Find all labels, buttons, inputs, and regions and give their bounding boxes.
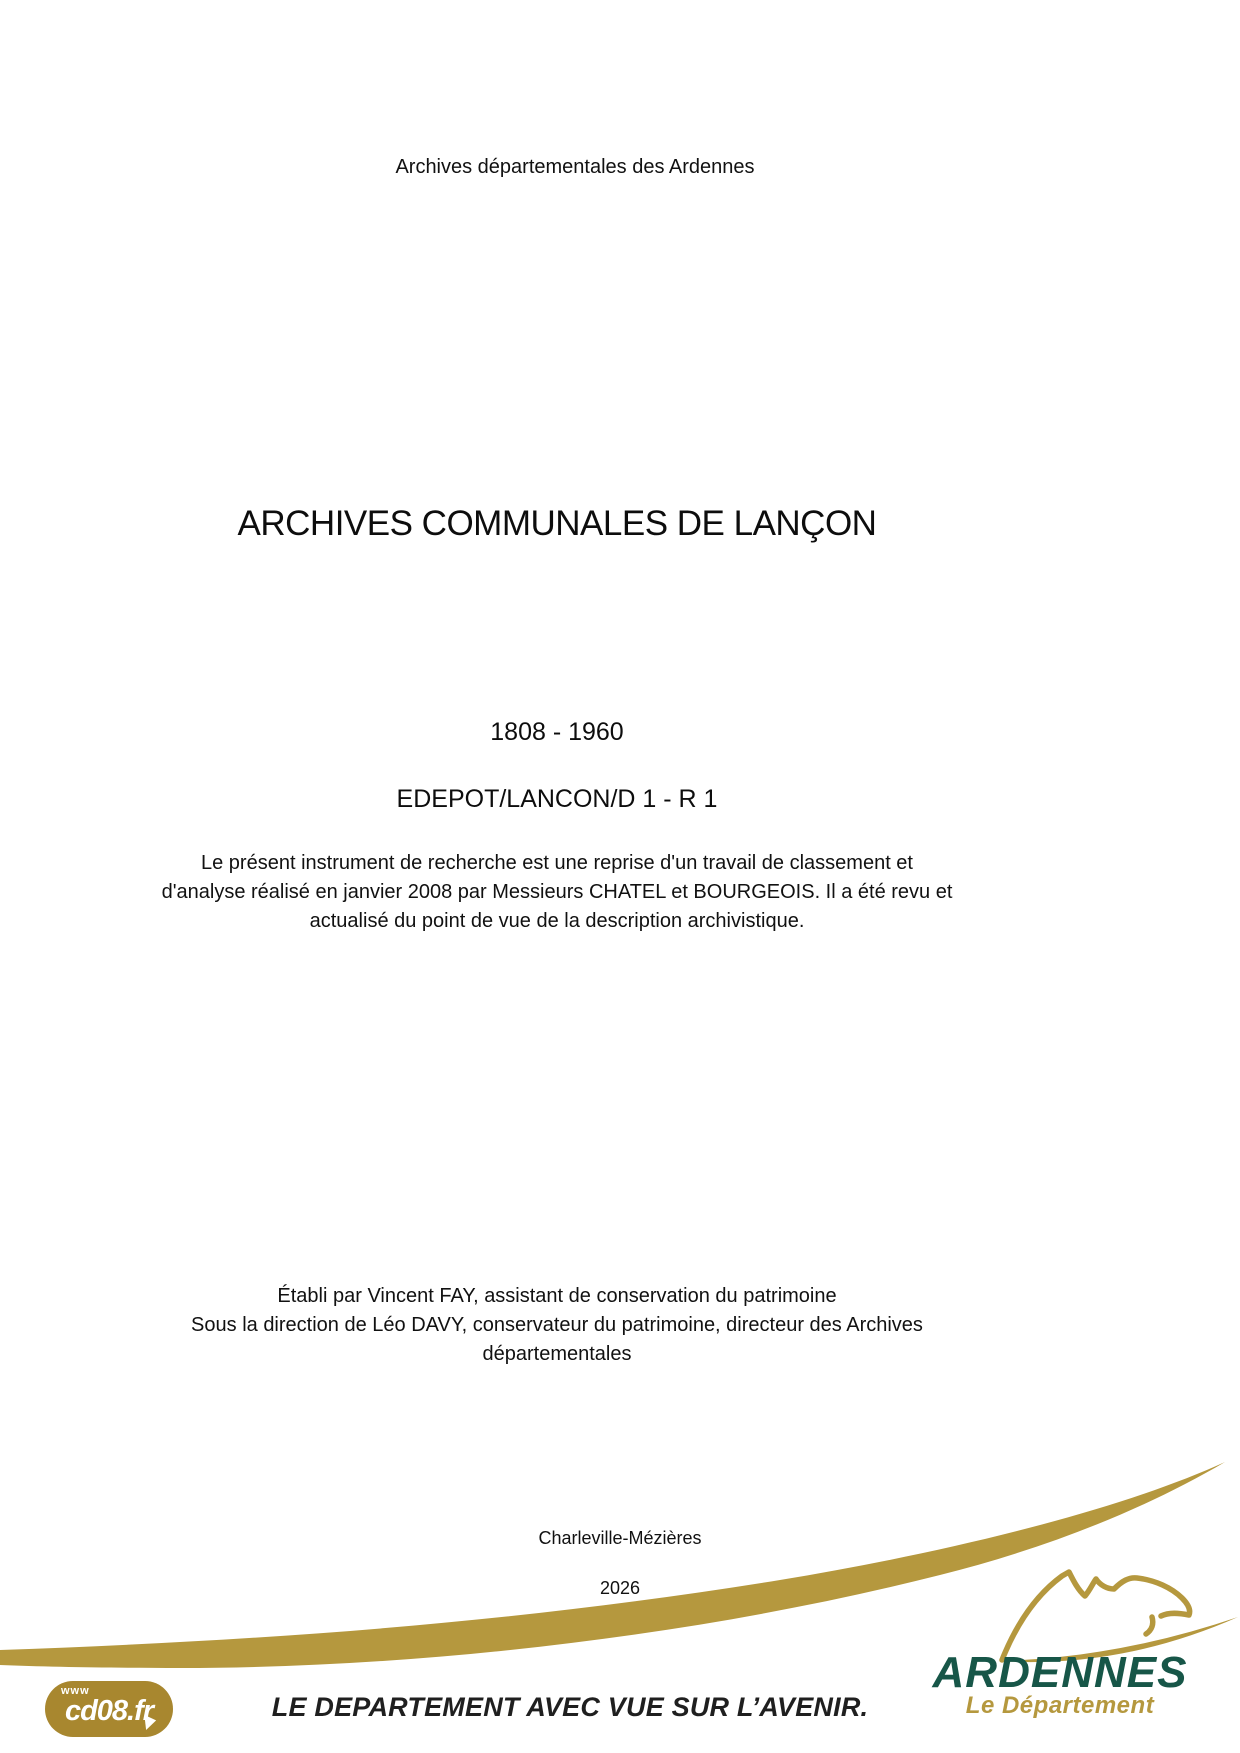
publication-place: Charleville-Mézières [538, 1528, 702, 1548]
cd08-label: cd08.fr [64, 1695, 154, 1727]
description-line: d'analyse réalisé en janvier 2008 par Messieurs CHATEL et BOURGEOIS. Il a été revu et [161, 881, 953, 903]
description-paragraph [0, 849, 1114, 936]
swoosh-path [0, 1462, 1225, 1668]
ardennes-subtitle: Le Département [965, 1692, 1155, 1719]
document-title: ARCHIVES COMMUNALES DE LANÇON [237, 504, 877, 543]
credits-line: départementales [482, 1343, 632, 1365]
credits-block [0, 1282, 1114, 1369]
department-slogan: LE DEPARTEMENT AVEC VUE SUR L’AVENIR. [271, 1692, 869, 1722]
boar-icon [1002, 1572, 1190, 1660]
ardennes-logo [895, 1650, 1225, 1720]
description-line: Le présent instrument de recherche est une reprise d'un travail de classement et [201, 852, 913, 874]
credits-line: Établi par Vincent FAY, assistant de conservation du patrimoine [277, 1285, 837, 1307]
cd08-www-label: www [61, 1685, 90, 1697]
reference-code: EDEPOT/LANCON/D 1 - R 1 [396, 785, 718, 813]
description-line: actualisé du point de vue de la description archivistique. [309, 910, 805, 932]
ardennes-wordmark: ARDENNES [932, 1648, 1188, 1697]
publication-year: 2026 [599, 1578, 641, 1598]
credits-line: Sous la direction de Léo DAVY, conservateur du patrimoine, directeur des Archives [191, 1314, 923, 1336]
date-range: 1808 - 1960 [490, 718, 624, 746]
repository-name: Archives départementales des Ardennes [395, 156, 755, 178]
